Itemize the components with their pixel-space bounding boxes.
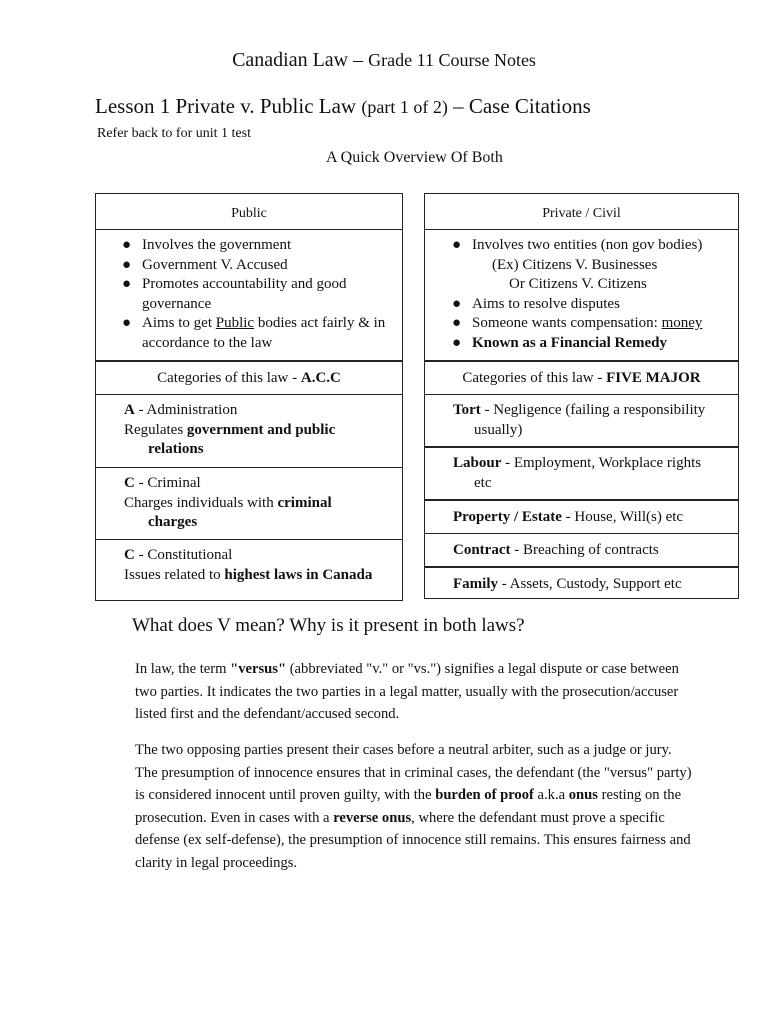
overview-title: A Quick Overview Of Both: [326, 149, 503, 166]
category-name: Property / Estate: [453, 509, 562, 525]
private-labour: [425, 446, 738, 499]
bullet-dot: ●: [452, 295, 462, 312]
lesson-part: (part 1 of 2): [361, 97, 448, 117]
bullet-dot: ●: [452, 315, 462, 331]
public-bullet-3: [122, 275, 394, 314]
bullet-dot: ●: [122, 315, 132, 331]
private-header: Private / Civil: [542, 206, 621, 221]
public-underlined: Public: [215, 315, 255, 331]
para-bold: burden of proof: [435, 787, 534, 804]
categories-value: FIVE MAJOR: [606, 370, 701, 386]
bullet-text: Someone wants compensation:: [472, 315, 662, 331]
para-text: a.k.a: [533, 787, 569, 804]
bullet-dot: ●: [122, 237, 132, 253]
lesson-prefix: Lesson 1 Private v. Public Law: [95, 94, 357, 118]
category-name: Labour: [453, 455, 502, 471]
private-tort: [425, 394, 738, 446]
category-desc: Charges individuals with: [124, 494, 278, 511]
category-letter: A: [124, 402, 135, 418]
category-desc: usually): [474, 421, 523, 438]
category-desc-bold: relations: [148, 441, 204, 457]
category-name: Tort: [453, 402, 481, 418]
para-text: In law, the term: [135, 661, 231, 677]
private-bullet-1: [452, 236, 734, 256]
category-name: Contract: [453, 542, 511, 558]
refer-note: Refer back to for unit 1 test: [97, 126, 251, 141]
category-desc: Regulates: [124, 421, 187, 438]
category-desc: - Negligence (failing a responsibility: [480, 402, 706, 418]
para-bold: onus: [568, 787, 598, 804]
paragraph-presumption-of-innocence: [135, 739, 695, 875]
money-underlined: money: [661, 315, 703, 331]
category-desc: - Breaching of contracts: [510, 542, 659, 558]
course-name: Canadian Law: [232, 49, 349, 71]
lesson-suffix: – Case Citations: [447, 94, 591, 118]
category-desc-bold: charges: [148, 514, 198, 530]
private-family: [425, 566, 738, 599]
para-text: resting on the prosecution. Even in cases with a: [135, 787, 682, 826]
private-categories: [425, 360, 738, 394]
category-desc: Issues related to: [124, 566, 225, 583]
bullet-subtext: Or Citizens V. Citizens: [509, 276, 647, 292]
para-text: , where the defendant must prove a specific defense (ex self-defense), the presumption of innocence still remains. This ensures fairness and clarity in legal proceedings.: [135, 809, 691, 871]
private-bullet-4: [452, 334, 734, 354]
category-desc-bold: government and public: [186, 421, 336, 438]
categories-value: A.C.C: [300, 370, 341, 386]
category-desc: - House, Will(s) etc: [561, 509, 684, 525]
categories-label: Categories of this law -: [157, 370, 301, 386]
category-desc: - Assets, Custody, Support etc: [498, 576, 682, 592]
category-desc: etc: [474, 474, 492, 491]
bullet-text: Aims to resolve disputes: [472, 295, 620, 312]
category-desc: - Employment, Workplace rights: [501, 455, 702, 471]
category-name: - Administration: [134, 402, 238, 418]
category-letter: C: [124, 475, 135, 491]
private-bullet-2: [452, 295, 734, 315]
bullet-dot: ●: [122, 256, 132, 273]
course-subtitle: Grade 11 Course Notes: [368, 50, 536, 70]
private-bullet-1-sub-2: [452, 275, 734, 295]
section-question-heading: What does V mean? Why is it present in both laws?: [132, 615, 525, 636]
public-categories: [96, 360, 402, 394]
category-name: - Constitutional: [134, 547, 233, 563]
para-text: The two opposing parties present their cases before a neutral arbiter, such as a judge or jury. The presumption of innocence ensures that in criminal cases, the defendant (the "versus" party) is considered innocent until proven guilty, with the: [135, 742, 692, 804]
para-bold: reverse onus: [333, 809, 412, 826]
public-constitutional: [96, 539, 402, 601]
public-law-table: [95, 193, 403, 601]
private-bullets: [425, 229, 738, 360]
private-contract: [425, 533, 738, 566]
private-property-estate: [425, 499, 738, 533]
bullet-dot: ●: [452, 237, 462, 253]
bullet-text-bold: Known as a Financial Remedy: [472, 334, 668, 351]
private-bullet-3: [452, 314, 734, 334]
para-text: (abbreviated "v." or "vs.") signifies a legal dispute or case between two parties. It indicates the two parties in a legal matter, usually with the prosecution/accuser listed first and the defendant/accused second.: [135, 661, 679, 723]
bullet-text: Aims to get: [142, 315, 216, 331]
public-header: Public: [231, 206, 267, 221]
bullet-dot: ●: [122, 276, 132, 292]
lesson-heading: [95, 94, 591, 119]
public-bullets: [96, 229, 402, 360]
public-criminal: [96, 467, 402, 539]
public-administration: [96, 394, 402, 467]
private-law-table: [424, 193, 739, 599]
category-desc-bold: highest laws in Canada: [224, 566, 373, 583]
private-bullet-1-sub-1: [452, 256, 734, 276]
bullet-text: Involves the government: [142, 237, 292, 253]
paragraph-versus-definition: [135, 658, 695, 726]
bullet-text: Government V. Accused: [142, 256, 288, 273]
public-bullet-2: [122, 256, 394, 276]
category-name: Family: [453, 576, 498, 592]
bullet-text: Promotes accountability and good governance: [142, 276, 347, 312]
categories-label: Categories of this law -: [462, 370, 607, 386]
public-bullet-4: [122, 314, 394, 353]
category-letter: C: [124, 547, 135, 563]
public-bullet-1: [122, 236, 394, 256]
bullet-dot: ●: [452, 334, 462, 351]
title-dash: –: [348, 49, 369, 71]
para-bold: "versus": [230, 661, 287, 677]
category-name: - Criminal: [134, 475, 201, 491]
page-title: [0, 49, 768, 72]
bullet-text: Involves two entities (non gov bodies): [472, 237, 703, 253]
category-desc-bold: criminal: [277, 494, 332, 511]
bullet-text: bodies act fairly & in accordance to the law: [142, 315, 386, 351]
bullet-subtext: (Ex) Citizens V. Businesses: [492, 256, 658, 273]
